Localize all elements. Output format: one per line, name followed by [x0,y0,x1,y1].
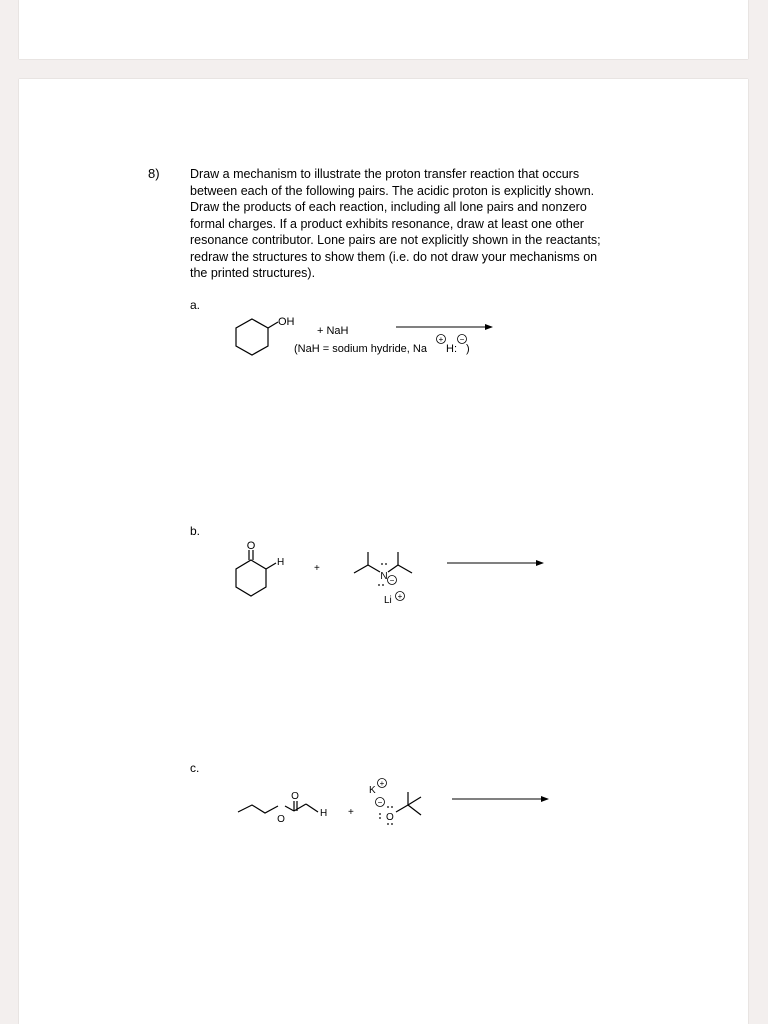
question-line: redraw the structures to show them (i.e. do not draw your mechanisms on [190,249,598,264]
k-label: K [369,785,376,796]
part-b-label: b. [190,524,201,538]
ester-o-label: O [277,814,285,825]
hydride-label: H: [446,343,457,355]
plus-sign-b: + [314,563,320,574]
carbonyl-o-label: O [246,540,256,552]
plus-sign-c: + [348,807,354,818]
question-number: 8) [148,166,160,181]
alkoxide-o-label: O [386,812,394,823]
question-line: the printed structures). [190,266,316,280]
question-line: resonance contributor. Lone pairs are not explicitly shown in the reactants; [190,233,601,247]
oh-label: OH [278,316,295,328]
question-line: Draw the products of each reaction, including all lone pairs and nonzero [190,200,587,214]
svg-text:+: + [397,592,403,601]
part-a-label: a. [190,298,201,312]
li-label: Li [384,595,392,606]
svg-text:+: + [379,779,385,788]
acidic-h-label-c: H [320,808,328,819]
question-line: between each of the following pairs. The acidic proton is explicitly shown. [190,183,595,198]
svg-text:−: − [459,335,465,344]
question-text [190,166,670,282]
amide-n-label: N [380,571,388,582]
svg-text:−: − [389,576,395,585]
acidic-h-label: H [277,557,285,568]
reagent-nah: + NaH [317,325,349,337]
question-line: formal charges. If a product exhibits resonance, draw at least one other [190,216,584,231]
carbonyl-o-label-c: O [291,791,299,802]
part-c-label: c. [190,761,200,775]
nah-note-prefix: (NaH = sodium hydride, Na [294,343,427,355]
previous-page [19,0,748,59]
svg-text:+: + [438,335,444,344]
svg-text:−: − [377,798,383,807]
question-line: Draw a mechanism to illustrate the proton transfer reaction that occurs [190,167,580,181]
nah-note-suffix: ) [466,343,470,355]
